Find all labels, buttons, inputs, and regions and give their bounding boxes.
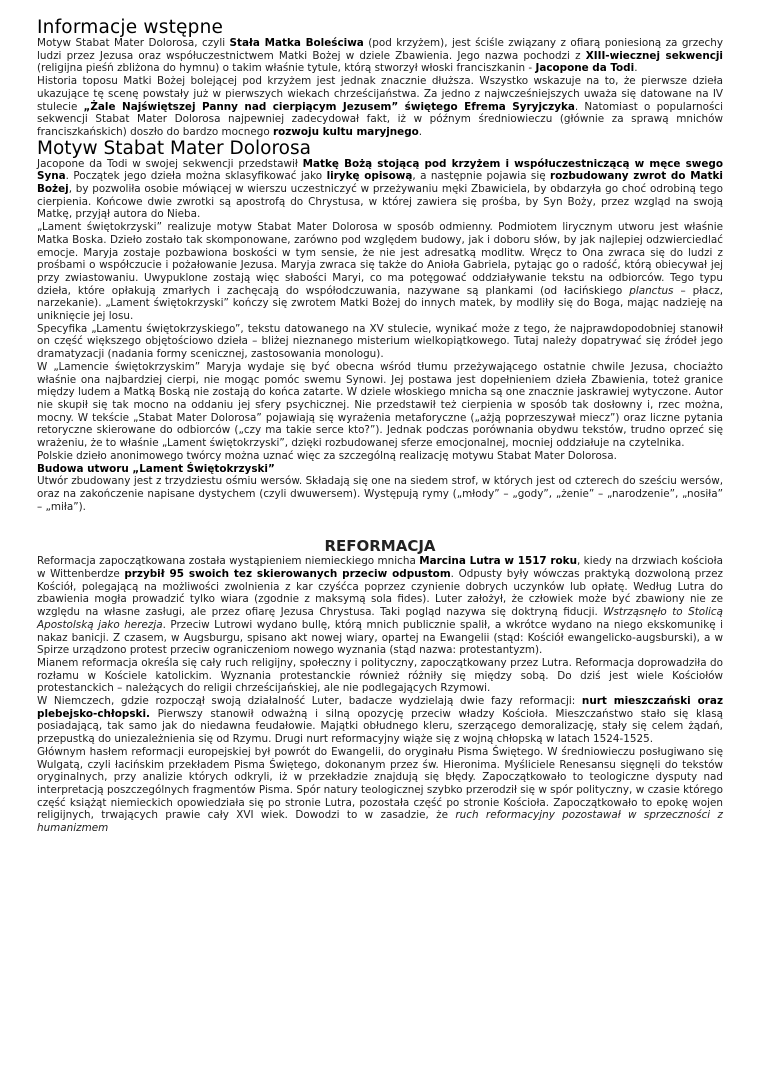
intro-paragraph-1: Motyw Stabat Mater Dolorosa, czyli Stała Matka Boleściwa (pod krzyżem), jest ściśle związany z ofiarą poniesioną za grzechy ludzi przez Jezusa oraz współuczestnictwem Matki Bożej w dziele Zbawienia. Jego nazwa pochodzi z XIII-wiecznej sekwencji (religijna pieśń zbliżona do hymnu) o takim właśnie tytule, którą stworzył włoski franciszkanin - Jacopone da Todi. bbox=[37, 37, 723, 75]
motif-heading: Motyw Stabat Mater Dolorosa bbox=[37, 137, 311, 159]
motif-paragraph-4: W „Lamencie świętokrzyskim” Maryja wydaje się być obecna wśród tłumu przeżywającego ostatnie chwile Jezusa, chociażto właśnie ona najbardziej cierpi, nie mogąc pomóc swemu Synowi. Jej postawa jest dopełnieniem dzieła Zbawienia, toteż granice między ludem a Matką Boską nie zostają do końca zatarte. W dziele włoskiego mnicha są one znacznie jaskrawiej wytyczone. Autor nie skupił się tak mocno na oddaniu jej sfery psychicznej. Nie przedstawił też cierpienia w sposób tak dosłowny i, rzec można, mocny. W tekście „Stabat Mater Dolorosa” pojawiają się wyrażenia metaforyczne („ażją poprzeszywał miecz”) oraz liczne pytania retoryczne skierowane do odbiorców („czy ma takie serce kto?”). Jednak podczas porównania obydwu tekstów, trudno oprzeć się wrażeniu, że to właśnie „Lament świętokrzyski”, dzięki rozbudowanej sferze emocjonalnej, mocniej oddziałuje na czytelnika. bbox=[37, 360, 723, 450]
build-paragraph: Utwór zbudowany jest z trzydziestu ośmiu wersów. Składają się one na siedem strof, w których jest od czterech do sześciu wersów, oraz na zakończenie napisane dystychem (czyli dwuwersem). Występują rymy („młody” – „gody”, „żenie” – „narodzenie”, „nosiła” – „miła”). bbox=[37, 475, 723, 513]
motif-paragraph-1: Jacopone da Todi w swojej sekwencji przedstawił Matkę Bożą stojącą pod krzyżem i współuczestniczącą w męce swego Syna. Początek jego dzieła można sklasyfikować jako lirykę opisową, a następnie pojawia się rozbudowany zwrot do Matki Bożej, by pozwoliła osobie mówiącej w wierszu uczestniczyć w przeżywaniu męki Zbawiciela, by obdarzyła go choć odrobiną tego cierpienia. Końcowe dwie zwrotki są apostrofą do Chrystusa, w której zawiera się prośba, by Syn Boży, przez wzgląd na swoją Matkę, przyjął autora do Nieba. bbox=[37, 157, 723, 221]
motif-paragraph-2: „Lament świętokrzyski” realizuje motyw Stabat Mater Dolorosa w sposób odmienny. Podmiotem lirycznym utworu jest właśnie Matka Boska. Dzieło zostało tak skomponowane, zarówno pod względem budowy, jak i doboru słów, by jak najlepiej odzwierciedlać emocje. Maryja zostaje pozbawiona boskości w tym sensie, że nie jest adresatką modlitw. Wręcz to Ona zwraca się do ludzi z prośbami o współczucie i pożałowanie Jezusa. Maryja zwraca się także do Anioła Gabriela, pytając go o radość, którą obiecywał jej przy zwiastowaniu. Uwypuklone zostają więc słabości Maryi, co ma potęgować oddziaływanie tekstu na odbiorców. Tego typu dzieła, które opłakują zmarłych i zachęcają do współodczuwania, nazywane są plankami (od łacińskiego planctus – płacz, narzekanie). „Lament świętokrzyski” kończy się zwrotem Matki Bożej do innych matek, by modliły się do Boga, mając nadzieję na uniknięcie jej losu. bbox=[37, 221, 724, 323]
reformation-paragraph-1: Reformacja zapoczątkowana została wystąpieniem niemieckiego mnicha Marcina Lutra w 1517 roku, kiedy na drzwiach kościoła w Wittenberdze przybił 95 swoich tez skierowanych przeciw odpustom. Odpusty były wówczas praktyką dozwoloną przez Kościół, polegającą na możliwości zwolnienia z kar czyśćca poprzez czynienie dobrych uczynków lub opłatę. Według Lutra do zbawienia mogła prowadzić tylko wiara (zgodnie z maksymą sola fides). Luter założył, że człowiek może być zbawiony nie ze względu na własne zasługi, ale przez ofiarę Jezusa Chrystusa. Taki pogląd nazywa się doktryną fiducji. Wstrząsnęło to Stolicą Apostolską jako herezja. Przeciw Lutrowi wydano bullę, którą mnich publicznie spalił, a wkrótce wydano na niego ekskomunikę i nakaz banicji. Z czasem, w Augsburgu, spisano akt nowej wiary, opartej na Ewangelii (stąd: Kościół ewangelicko-augsburski), a w Spirze urządzono protest przeciw ograniczeniom nowego wyznania (stąd nazwa: protestantyzm). bbox=[37, 555, 723, 657]
build-subheading: Budowa utworu „Lament Świętokrzyski” bbox=[37, 462, 275, 475]
motif-paragraph-5: Polskie dzieło anonimowego twórcy można uznać więc za szczególną realizację motywu Stabat Mater Dolorosa. bbox=[37, 449, 617, 462]
intro-paragraph-2: Historia toposu Matki Bożej bolejącej pod krzyżem jest jednak znacznie dłuższa. Wszystko wskazuje na to, że pierwsze dzieła ukazujące tę scenę powstały już w pierwszych wiekach chrześcijaństwa. Za jedno z najwcześniejszych uważa się datowane na IV stulecie „Żale Najświętszej Panny nad cierpiącym Jezusem” świętego Efrema Syryjczyka. Natomiast o popularności sekwencji Stabat Mater Dolorosa najpewniej zadecydował fakt, iż w późnym średniowieczu (głównie za sprawą mnichów franciszkańskich) doszło do bardzo mocnego rozwoju kultu maryjnego. bbox=[37, 75, 724, 138]
motif-paragraph-3: Specyfika „Lamentu świętokrzyskiego”, tekstu datowanego na XV stulecie, wynikać może z tego, że najprawdopodobniej stanowił on część większego objętościowo dzieła – bliżej nieznanego misterium wielkopiątkowego. Tutaj należy dopatrywać się źródeł jego dramatyzacji (nadania formy scenicznej, zastosowania monologu). bbox=[37, 322, 723, 361]
intro-heading: Informacje wstępne bbox=[37, 17, 224, 38]
reformation-paragraph-2: Mianem reformacja określa się cały ruch religijny, społeczny i polityczny, zapoczątkowany przez Lutra. Reformacja doprowadziła do rozłamu w Kościele katolickim. Wyznania protestanckie również różniły się między sobą. Do dziś jest wiele Kościołów protestanckich – należących do religii chrześcijańskiej, ale nie podlegających Rzymowi. bbox=[37, 656, 723, 695]
reformation-paragraph-4: Głównym hasłem reformacji europejskiej był powrót do Ewangelii, do oryginału Pisma Świętego. W średniowieczu posługiwano się Wulgatą, czyli łacińskim przekładem Pisma Świętego, dokonanym przez św. Hieronima. Myśliciele Renesansu sięgnęli do tekstów oryginalnych, przy analizie których odkryli, iż w przekładzie znajdują się błędy. Zapoczątkowało to teologiczne dysputy nad interpretacją poszczególnych fragmentów Pisma. Spór natury teologicznej szybko przerodził się w spór polityczny, w czasie którego część książąt niemieckich opowiedziała się po stronie Lutra, pozostała część po stronie Kościoła. Zapoczątkowało to epokę wojen religijnych, trwających prawie cały XVI wiek. Dowodzi to w zasadzie, że ruch reformacyjny pozostawał w sprzeczności z humanizmem bbox=[37, 745, 724, 835]
reformation-heading: REFORMACJA bbox=[324, 537, 436, 556]
reformation-paragraph-3: W Niemczech, gdzie rozpoczął swoją działalność Luter, badacze wydzielają dwie fazy reformacji: nurt mieszczański oraz plebejsko-chłopski. Pierwszy stanowił odważną i silną opozycję przeciw władzy Kościoła. Mieszczaństwo stało się klasą posiadającą, tak samo jak do niedawna feudałowie. Majątki obłudnego kleru, szerzącego demoralizację, stały się celem żądań, przepustką do uniezależnienia się od Rzymu. Drugi nurt reformacyjny wiąże się z wojną chłopską w latach 1524-1525. bbox=[37, 695, 723, 746]
document-page bbox=[37, 18, 723, 835]
